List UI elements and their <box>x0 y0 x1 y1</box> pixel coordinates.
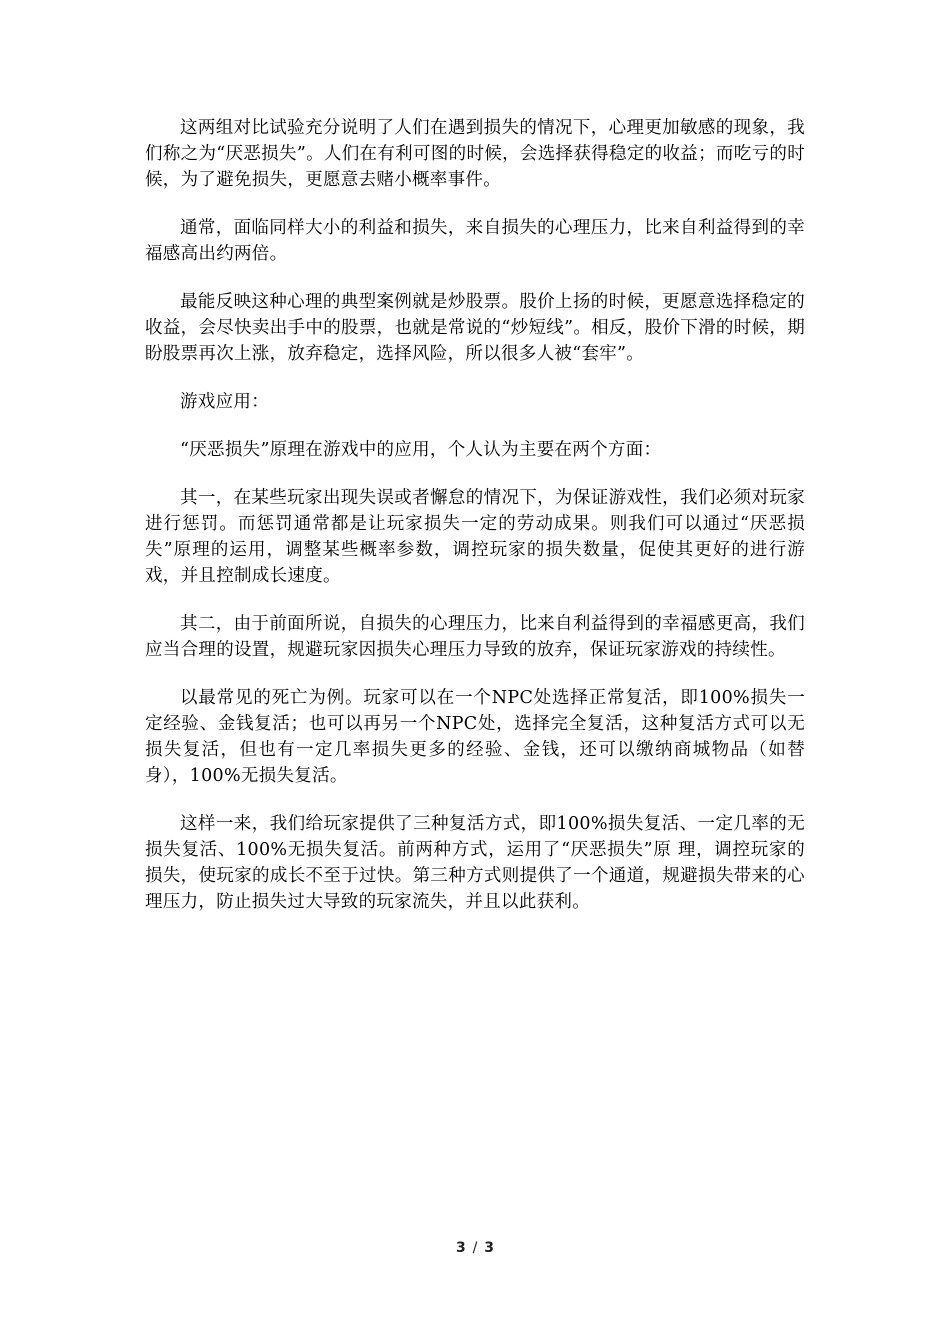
page-number <box>0 1240 950 1256</box>
page-number-separator: / <box>472 1240 478 1256</box>
paragraph-loss-pressure-ratio: 通常，面临同样大小的利益和损失，来自损失的心理压力，比来自利益得到的幸福感高出约两倍。 <box>145 218 805 264</box>
paragraph-aspect-one: 其一，在某些玩家出现失误或者懈怠的情况下，为保证游戏性，我们必须对玩家进行惩罚。而惩罚通常都是让玩家损失一定的劳动成果。则我们可以通过“厌恶损失”原理的运用，调整某些概率参数，调控玩家的损失数量，促使其更好的进行游戏，并且控制成长速度。 <box>145 488 805 586</box>
paragraph-loss-aversion-definition: 这两组对比试验充分说明了人们在遇到损失的情况下，心理更加敏感的现象，我们称之为“厌恶损失”。人们在有利可图的时候，会选择获得稳定的收益；而吃亏的时候，为了避免损失，更愿意去赌小概率事件。 <box>145 118 805 190</box>
document-body <box>145 115 805 937</box>
paragraph-stock-example: 最能反映这种心理的典型案例就是炒股票。股价上扬的时候，更愿意选择稳定的收益，会尽快卖出手中的股票，也就是常说的“炒短线”。相反，股价下滑的时候，期盼股票再次上涨，放弃稳定，选择风险，所以很多人被“套牢”。 <box>145 292 805 364</box>
total-page-count: 3 <box>484 1240 494 1256</box>
paragraph-conclusion: 这样一来，我们给玩家提供了三种复活方式，即100%损失复活、一定几率的无损失复活、100%无损失复活。前两种方式，运用了“厌恶损失”原 理，调控玩家的损失，使玩家的成长不至于过快。第三种方式则提供了一个通道，规避损失带来的心理压力，防止损失过大导致的玩家流失，并且以此获利。 <box>145 814 805 912</box>
paragraph-death-example: 以最常见的死亡为例。玩家可以在一个NPC处选择正常复活，即100%损失一定经验、金钱复活；也可以再另一个NPC处，选择完全复活，这种复活方式可以无损失复活，但也有一定几率损失更多的经验、金钱，还可以缴纳商城物品（如替身），100%无损失复活。 <box>145 688 805 786</box>
section-heading-game-application: 游戏应用： <box>180 392 269 412</box>
paragraph-aspect-two: 其二，由于前面所说，自损失的心理压力，比来自利益得到的幸福感更高，我们应当合理的设置，规避玩家因损失心理压力导致的放弃，保证玩家游戏的持续性。 <box>145 614 805 660</box>
current-page-number: 3 <box>456 1240 466 1256</box>
paragraph-application-intro: “厌恶损失”原理在游戏中的应用，个人认为主要在两个方面： <box>180 440 662 460</box>
